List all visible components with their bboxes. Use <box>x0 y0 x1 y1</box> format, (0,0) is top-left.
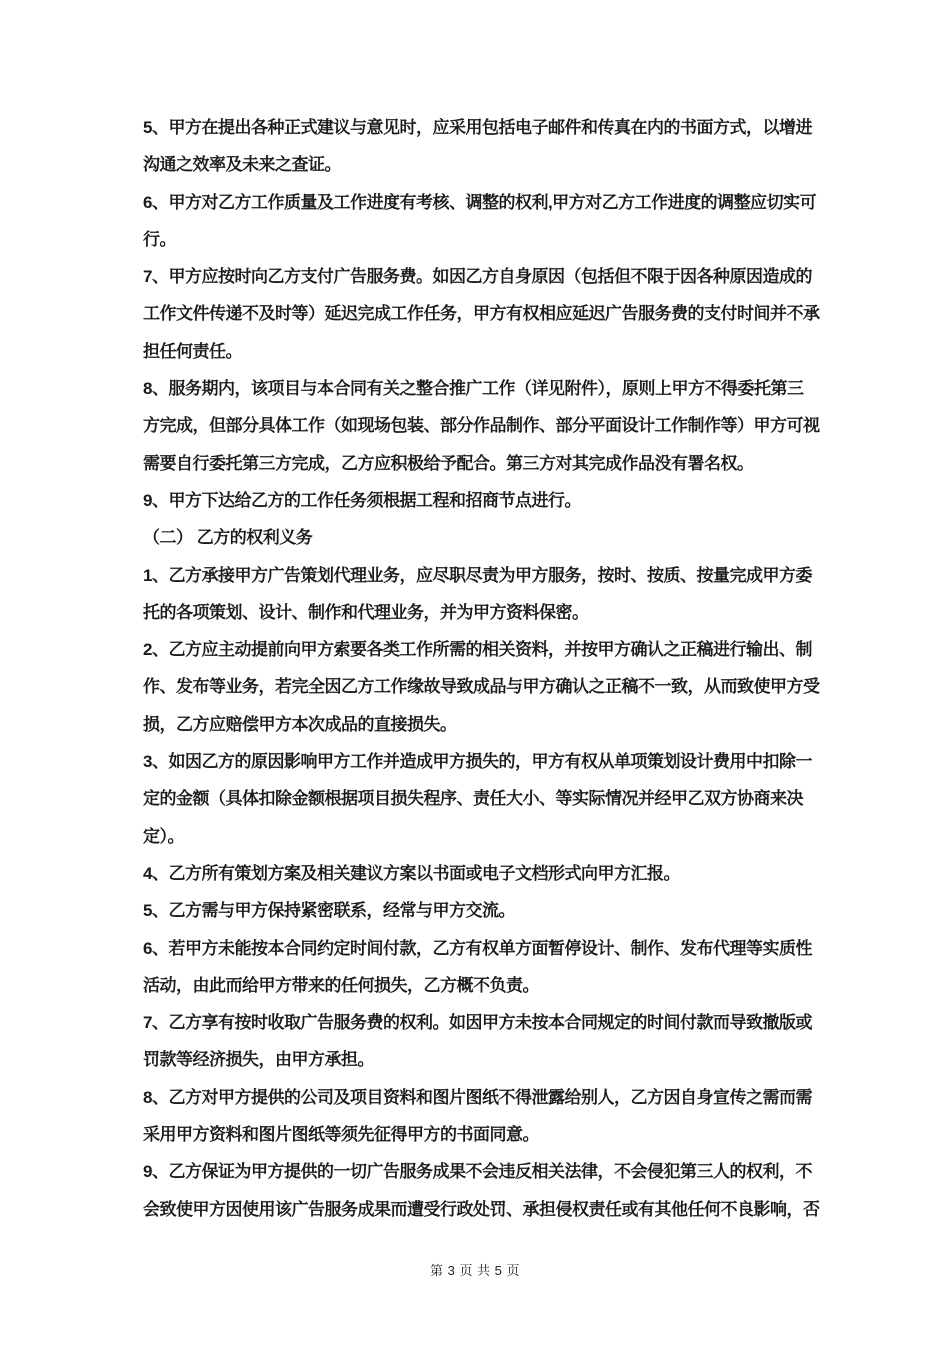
document-line: 2、乙方应主动提前向甲方索要各类工作所需的相关资料，并按甲方确认之正稿进行输出、制 <box>143 640 812 660</box>
document-line: 4、乙方所有策划方案及相关建议方案以书面或电子文档形式向甲方汇报。 <box>143 863 680 883</box>
document-line: 7、甲方应按时向乙方支付广告服务费。如因乙方自身原因（包括但不限于因各种原因造成的 <box>143 267 812 287</box>
document-line: 9、乙方保证为甲方提供的一切广告服务成果不会违反相关法律，不会侵犯第三人的权利，不 <box>143 1162 812 1182</box>
document-line: 1、乙方承接甲方广告策划代理业务，应尽职尽责为甲方服务，按时、按质、按量完成甲方委 <box>143 565 812 585</box>
document-line: 托的各项策划、设计、制作和代理业务，并为甲方资料保密。 <box>143 602 589 622</box>
document-line: 5、乙方需与甲方保持紧密联系，经常与甲方交流。 <box>143 901 515 921</box>
document-line: 担任何责任。 <box>143 341 242 361</box>
page-number-text: 第 3 页 共 5 页 <box>429 1263 521 1278</box>
document-line: 方完成，但部分具体工作（如现场包装、部分作品制作、部分平面设计工作制作等）甲方可视 <box>143 416 820 436</box>
document-line: 行。 <box>143 229 176 249</box>
document-section-heading: （二） 乙方的权利义务 <box>143 528 313 548</box>
document-line: 6、甲方对乙方工作质量及工作进度有考核、调整的权利,甲方对乙方工作进度的调整应切实可 <box>143 192 817 212</box>
page-footer <box>0 1260 950 1279</box>
document-line: 8、乙方对甲方提供的公司及项目资料和图片图纸不得泄露给别人，乙方因自身宣传之需而需 <box>143 1087 812 1107</box>
document-line: 8、服务期内，该项目与本合同有关之整合推广工作（详见附件），原则上甲方不得委托第三 <box>143 379 804 399</box>
document-line: 工作文件传递不及时等）延迟完成工作任务，甲方有权相应延迟广告服务费的支付时间并不承 <box>143 304 820 324</box>
document-line: 7、乙方享有按时收取广告服务费的权利。如因甲方未按本合同规定的时间付款而导致撤版或 <box>143 1013 812 1033</box>
document-line: 会致使甲方因使用该广告服务成果而遭受行政处罚、承担侵权责任或有其他任何不良影响，否 <box>143 1199 820 1219</box>
document-line: 9、甲方下达给乙方的工作任务须根据工程和招商节点进行。 <box>143 490 581 510</box>
document-line: 活动，由此而给甲方带来的任何损失，乙方概不负责。 <box>143 975 539 995</box>
document-line: 定的金额（具体扣除金额根据项目损失程序、责任大小、等实际情况并经甲乙双方协商来决 <box>143 789 803 809</box>
document-body <box>143 109 855 1228</box>
document-line: 作、发布等业务，若完全因乙方工作缘故导致成品与甲方确认之正稿不一致，从而致使甲方受 <box>143 677 820 697</box>
document-line: 5、甲方在提出各种正式建议与意见时，应采用包括电子邮件和传真在内的书面方式，以增进 <box>143 118 812 137</box>
document-line: 3、如因乙方的原因影响甲方工作并造成甲方损失的，甲方有权从单项策划设计费用中扣除一 <box>143 752 812 772</box>
document-line: 采用甲方资料和图片图纸等须先征得甲方的书面同意。 <box>143 1125 539 1145</box>
document-line: 罚款等经济损失，由甲方承担。 <box>143 1050 374 1070</box>
document-line: 损，乙方应赔偿甲方本次成品的直接损失。 <box>143 714 457 734</box>
document-line: 6、若甲方未能按本合同约定时间付款，乙方有权单方面暂停设计、制作、发布代理等实质性 <box>143 938 812 958</box>
document-line: 沟通之效率及未来之查证。 <box>143 155 341 175</box>
document-line: 定）。 <box>143 826 184 846</box>
document-line: 需要自行委托第三方完成，乙方应积极给予配合。第三方对其完成作品没有署名权。 <box>143 453 754 473</box>
